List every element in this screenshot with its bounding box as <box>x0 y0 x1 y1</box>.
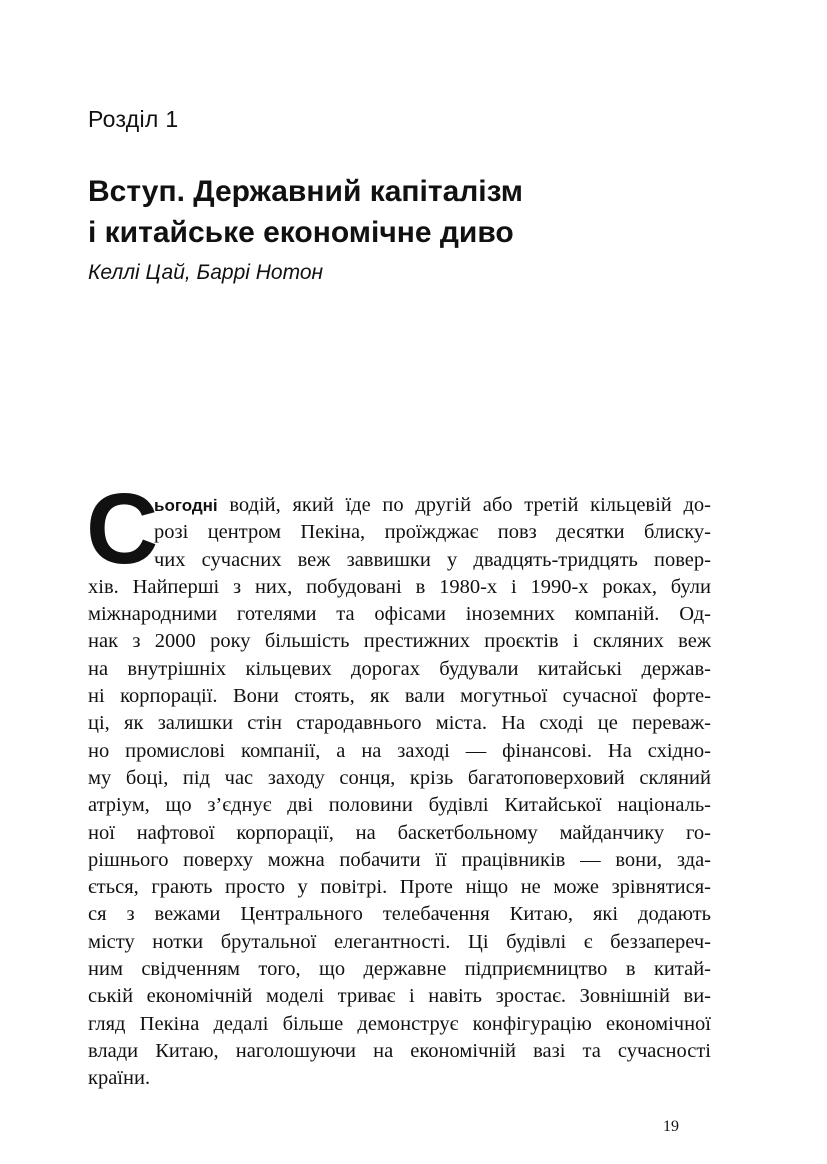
paragraph-line-text: водій, який їде по другій або третій кільцевій до- <box>217 494 711 516</box>
paragraph-line: нак з 2000 року більшість престижних проєктів і скляних веж <box>88 630 711 653</box>
paragraph-line: хів. Найперші з них, побудовані в 1980-х і 1990-х роках, були <box>88 575 711 598</box>
paragraph-line: ні корпорації. Вони стоять, як вали могутньої сучасної форте- <box>88 685 711 708</box>
paragraph-line: ській економічній моделі триває і навіть зростає. Зовнішній ви- <box>88 985 711 1008</box>
paragraph-line: місту нотки брутальної елегантності. Ці будівлі є беззапереч- <box>88 930 711 953</box>
chapter-title-line-1: Вступ. Державний капіталізм <box>88 175 523 208</box>
paragraph-line: розі центром Пекіна, проїжджає повз десятки блиску- <box>154 521 711 544</box>
paragraph-line: чих сучасних веж заввишки у двадцять-тридцять повер- <box>154 548 711 571</box>
chapter-title-line-2: і китайське економічне диво <box>88 216 514 249</box>
paragraph-line: му боці, під час заходу сонця, крізь багатоповерховий скляний <box>88 766 711 789</box>
paragraph-line: атріум, що з’єднує дві половини будівлі Китайської національ- <box>88 794 711 817</box>
chapter-authors: Келлі Цай, Баррі Нотон <box>88 261 324 284</box>
paragraph-line: влади Китаю, наголошуючи на економічній вазі та сучасності <box>88 1039 711 1062</box>
body-paragraph <box>88 492 711 1093</box>
paragraph-line: на внутрішніх кільцевих дорогах будували китайські держав- <box>88 657 711 680</box>
paragraph-line: ся з вежами Центрального телебачення Китаю, які додають <box>88 903 711 926</box>
page-number: 19 <box>663 1118 679 1135</box>
chapter-title <box>88 171 748 253</box>
drop-cap: С <box>86 473 159 585</box>
paragraph-line: ється, грають просто у повітрі. Проте ніщо не може зрівнятися- <box>88 876 711 899</box>
paragraph-line: но промислові компанії, а на заході — фінансові. На східно- <box>88 739 711 762</box>
paragraph-line: гляд Пекіна дедалі більше демонструє конфігурацію економічної <box>88 1012 711 1035</box>
paragraph-line: ним свідченням того, що державне підприємництво в китай- <box>88 958 711 981</box>
paragraph-line: ної нафтової корпорації, на баскетбольному майданчику го- <box>88 821 711 844</box>
paragraph-line <box>88 492 711 519</box>
paragraph-line: країни. <box>88 1067 151 1090</box>
paragraph-line: рішнього поверху можна побачити її працівників — вони, зда- <box>88 848 711 871</box>
paragraph-line: міжнародними готелями та офісами іноземних компаній. Од- <box>88 603 711 626</box>
paragraph-line: ці, як залишки стін стародавнього міста. На сході це переваж- <box>88 712 711 735</box>
lead-word: ьогодні <box>154 496 218 515</box>
chapter-label: Розділ 1 <box>88 106 179 132</box>
